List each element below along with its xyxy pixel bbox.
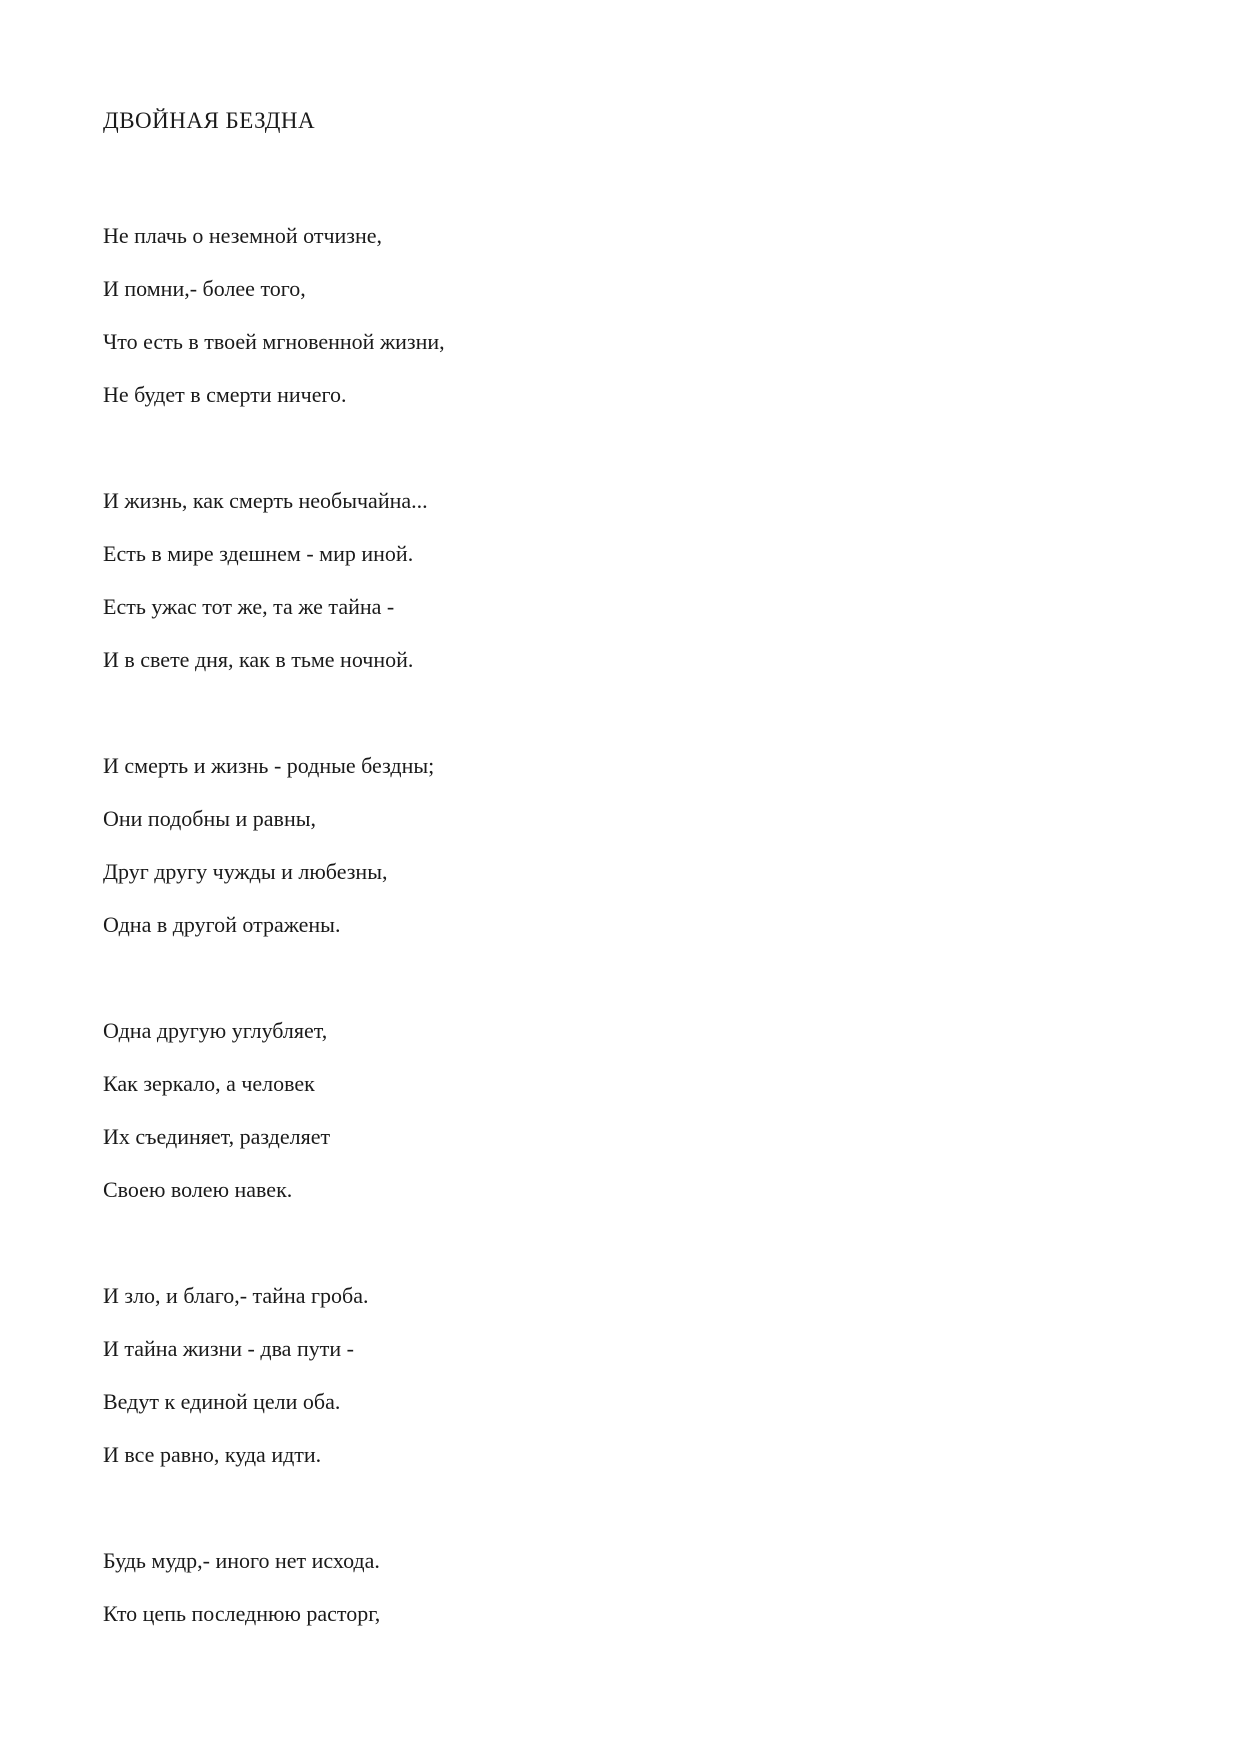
poem-line: Ведут к единой цели оба. bbox=[103, 1389, 341, 1414]
poem-line: Не плачь о неземной отчизне, bbox=[103, 223, 383, 248]
poem-line: И смерть и жизнь - родные бездны; bbox=[103, 753, 435, 778]
poem-line: Кто цепь последнюю расторг, bbox=[103, 1601, 381, 1626]
poem-line: Есть ужас тот же, та же тайна - bbox=[103, 594, 395, 619]
stanza bbox=[103, 222, 1182, 434]
stanza bbox=[103, 1282, 1182, 1494]
poem-line: Их съединяет, разделяет bbox=[103, 1124, 331, 1149]
stanza bbox=[103, 1547, 1182, 1653]
stanza bbox=[103, 752, 1182, 964]
stanza bbox=[103, 487, 1182, 699]
poem-line: Как зеркало, а человек bbox=[103, 1071, 315, 1096]
poem-line: Одна в другой отражены. bbox=[103, 912, 341, 937]
poem-title: ДВОЙНАЯ БЕЗДНА bbox=[103, 108, 316, 133]
poem-line: И зло, и благо,- тайна гроба. bbox=[103, 1283, 369, 1308]
poem-line: И тайна жизни - два пути - bbox=[103, 1336, 354, 1361]
poem-line: Что есть в твоей мгновенной жизни, bbox=[103, 329, 445, 354]
poem-line: Они подобны и равны, bbox=[103, 806, 316, 831]
poem-line: И помни,- более того, bbox=[103, 276, 306, 301]
poem-line: И в свете дня, как в тьме ночной. bbox=[103, 647, 414, 672]
poem-line: Одна другую углубляет, bbox=[103, 1018, 328, 1043]
poem-line: Есть в мире здешнем - мир иной. bbox=[103, 541, 414, 566]
poem-line: Друг другу чужды и любезны, bbox=[103, 859, 388, 884]
poem-line: Не будет в смерти ничего. bbox=[103, 382, 347, 407]
document-content bbox=[103, 106, 1182, 1653]
stanza bbox=[103, 1017, 1182, 1229]
poem-line: И все равно, куда идти. bbox=[103, 1442, 322, 1467]
poem-line: Будь мудр,- иного нет исхода. bbox=[103, 1548, 380, 1573]
poem-line: Своею волею навек. bbox=[103, 1177, 293, 1202]
poem-body bbox=[103, 222, 1182, 1653]
poem-line: И жизнь, как смерть необычайна... bbox=[103, 488, 428, 513]
